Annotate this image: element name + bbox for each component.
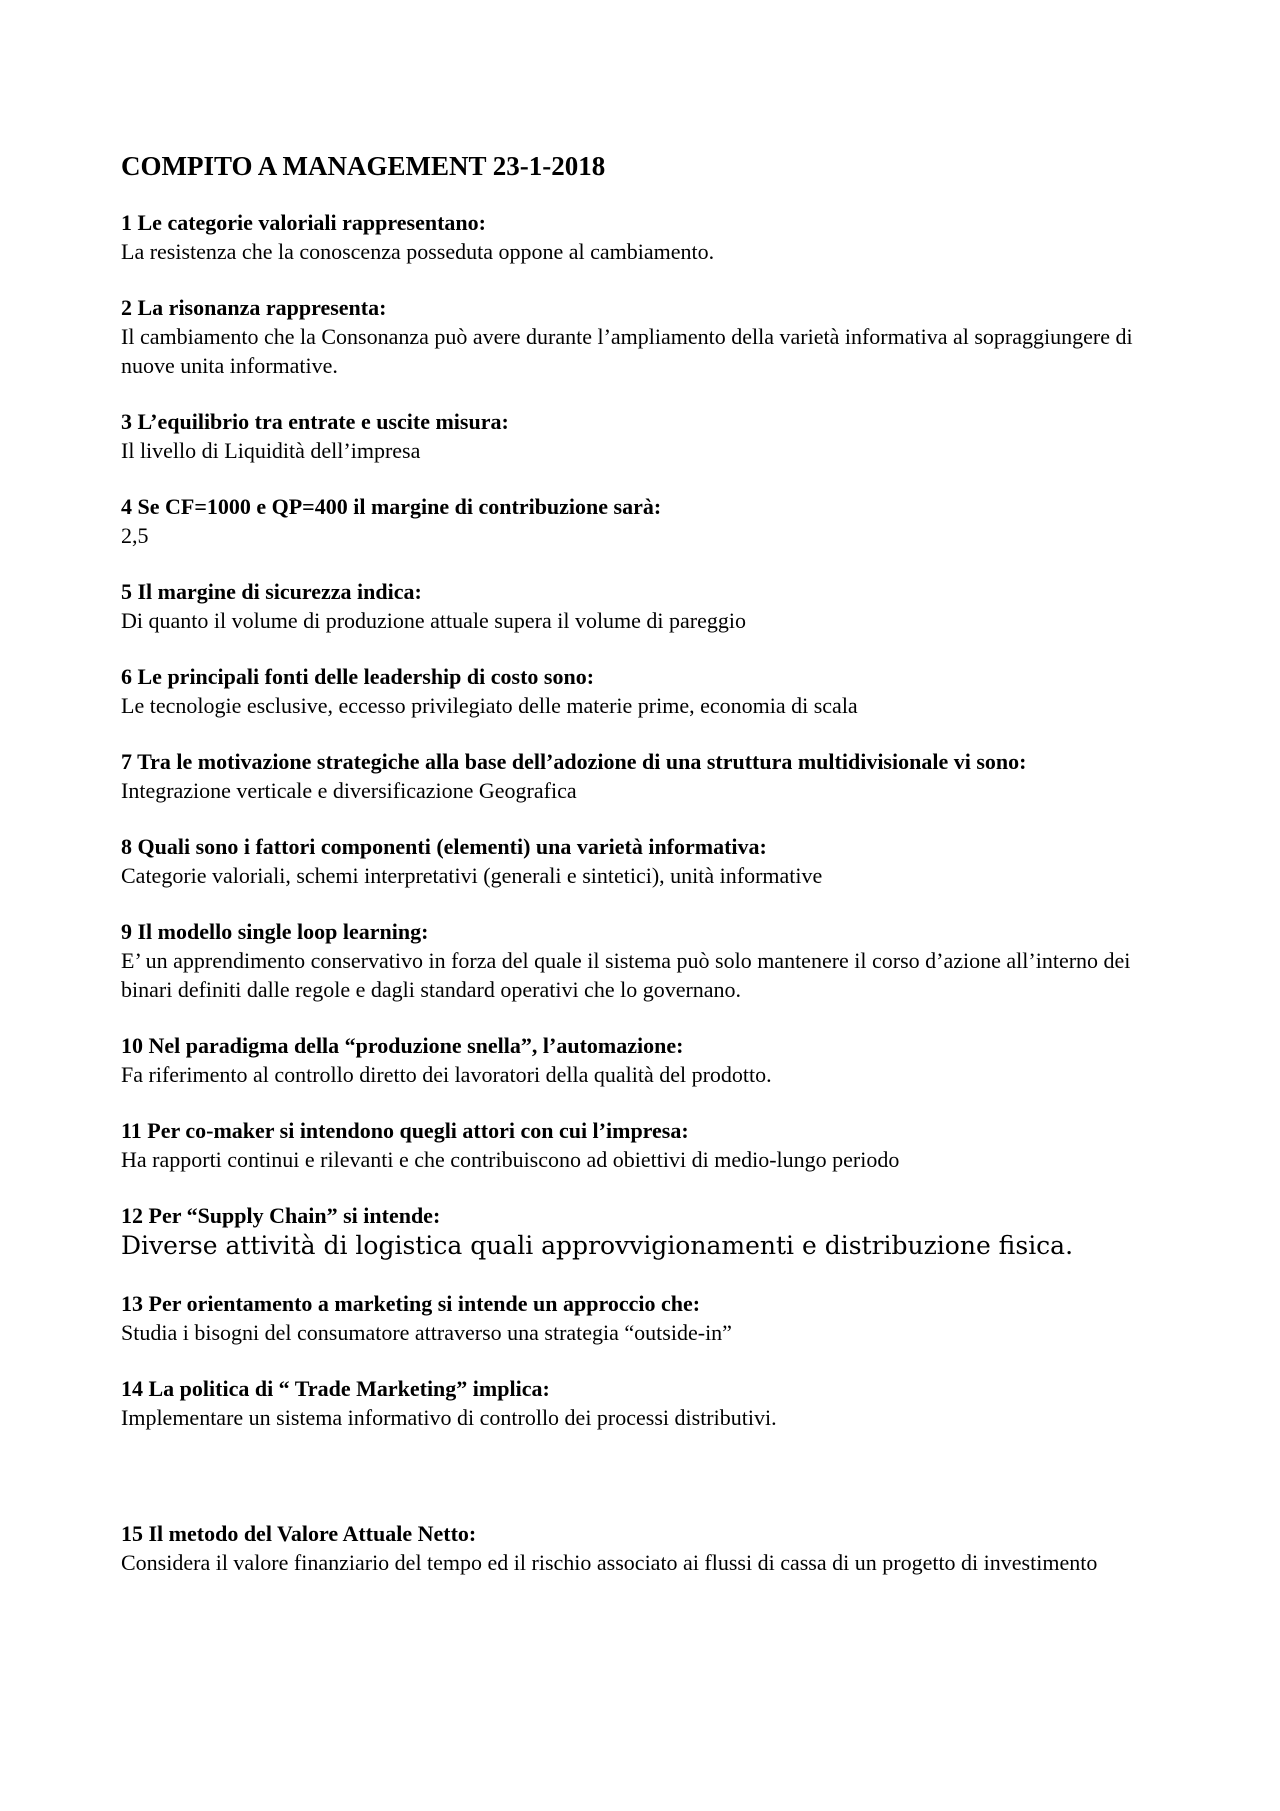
- question-15: 15 Il metodo del Valore Attuale Netto:: [121, 1521, 477, 1547]
- blank-space: [121, 1460, 1181, 1520]
- question-14: 14 La politica di “ Trade Marketing” implica:: [121, 1376, 550, 1402]
- answer-1: La resistenza che la conoscenza posseduta oppone al cambiamento.: [121, 239, 715, 265]
- question-1: 1 Le categorie valoriali rappresentano:: [121, 210, 486, 236]
- answer-15: Considera il valore finanziario del tempo ed il rischio associato ai flussi di cassa di un progetto di investimento: [121, 1550, 1098, 1576]
- answer-6: Le tecnologie esclusive, eccesso privilegiato delle materie prime, economia di scala: [121, 693, 858, 719]
- question-11: 11 Per co-maker si intendono quegli attori con cui l’impresa:: [121, 1118, 689, 1144]
- answer-13: Studia i bisogni del consumatore attraverso una strategia “outside-in”: [121, 1320, 732, 1346]
- qa-item-11: [121, 1117, 1181, 1174]
- question-4: 4 Se CF=1000 e QP=400 il margine di contribuzione sarà:: [121, 494, 662, 520]
- question-5: 5 Il margine di sicurezza indica:: [121, 579, 422, 605]
- answer-2: Il cambiamento che la Consonanza può avere durante l’ampliamento della varietà informativa al sopraggiungere di nuove unita informative.: [121, 324, 1133, 379]
- qa-item-5: [121, 578, 1181, 635]
- question-6: 6 Le principali fonti delle leadership di costo sono:: [121, 664, 595, 690]
- answer-14: Implementare un sistema informativo di controllo dei processi distributivi.: [121, 1405, 777, 1431]
- document-page: [121, 150, 1181, 1605]
- answer-5: Di quanto il volume di produzione attuale supera il volume di pareggio: [121, 608, 747, 634]
- question-9: 9 Il modello single loop learning:: [121, 919, 429, 945]
- qa-item-6: [121, 663, 1181, 720]
- qa-item-8: [121, 833, 1181, 890]
- answer-11: Ha rapporti continui e rilevanti e che contribuiscono ad obiettivi di medio-lungo periodo: [121, 1147, 900, 1173]
- qa-item-7: [121, 748, 1181, 805]
- answer-8: Categorie valoriali, schemi interpretativi (generali e sintetici), unità informative: [121, 863, 823, 889]
- question-3: 3 L’equilibrio tra entrate e uscite misura:: [121, 409, 509, 435]
- question-13: 13 Per orientamento a marketing si intende un approccio che:: [121, 1291, 701, 1317]
- qa-item-2: [121, 294, 1181, 380]
- answer-10: Fa riferimento al controllo diretto dei lavoratori della qualità del prodotto.: [121, 1062, 772, 1088]
- question-8: 8 Quali sono i fattori componenti (elementi) una varietà informativa:: [121, 834, 767, 860]
- answer-7: Integrazione verticale e diversificazione Geografica: [121, 778, 577, 804]
- question-12: 12 Per “Supply Chain” si intende:: [121, 1203, 441, 1229]
- qa-item-15: [121, 1520, 1181, 1577]
- answer-9: E’ un apprendimento conservativo in forza del quale il sistema può solo mantenere il corso d’azione all’interno dei binari definiti dalle regole e dagli standard operativi che lo governano.: [121, 948, 1131, 1003]
- qa-item-10: [121, 1032, 1181, 1089]
- qa-item-12: [121, 1202, 1181, 1262]
- question-2: 2 La risonanza rappresenta:: [121, 295, 387, 321]
- qa-item-14: [121, 1375, 1181, 1432]
- qa-item-1: [121, 209, 1181, 266]
- qa-item-4: [121, 493, 1181, 550]
- answer-3: Il livello di Liquidità dell’impresa: [121, 438, 421, 464]
- answer-4: 2,5: [121, 523, 149, 549]
- question-10: 10 Nel paradigma della “produzione snella”, l’automazione:: [121, 1033, 684, 1059]
- qa-item-13: [121, 1290, 1181, 1347]
- answer-12: Diverse attività di logistica quali approvvigionamenti e distribuzione fisica.: [121, 1231, 1074, 1261]
- qa-item-9: [121, 918, 1181, 1004]
- question-7: 7 Tra le motivazione strategiche alla base dell’adozione di una struttura multidivisionale vi sono:: [121, 749, 1027, 775]
- qa-item-3: [121, 408, 1181, 465]
- document-title: COMPITO A MANAGEMENT 23-1-2018: [121, 151, 606, 181]
